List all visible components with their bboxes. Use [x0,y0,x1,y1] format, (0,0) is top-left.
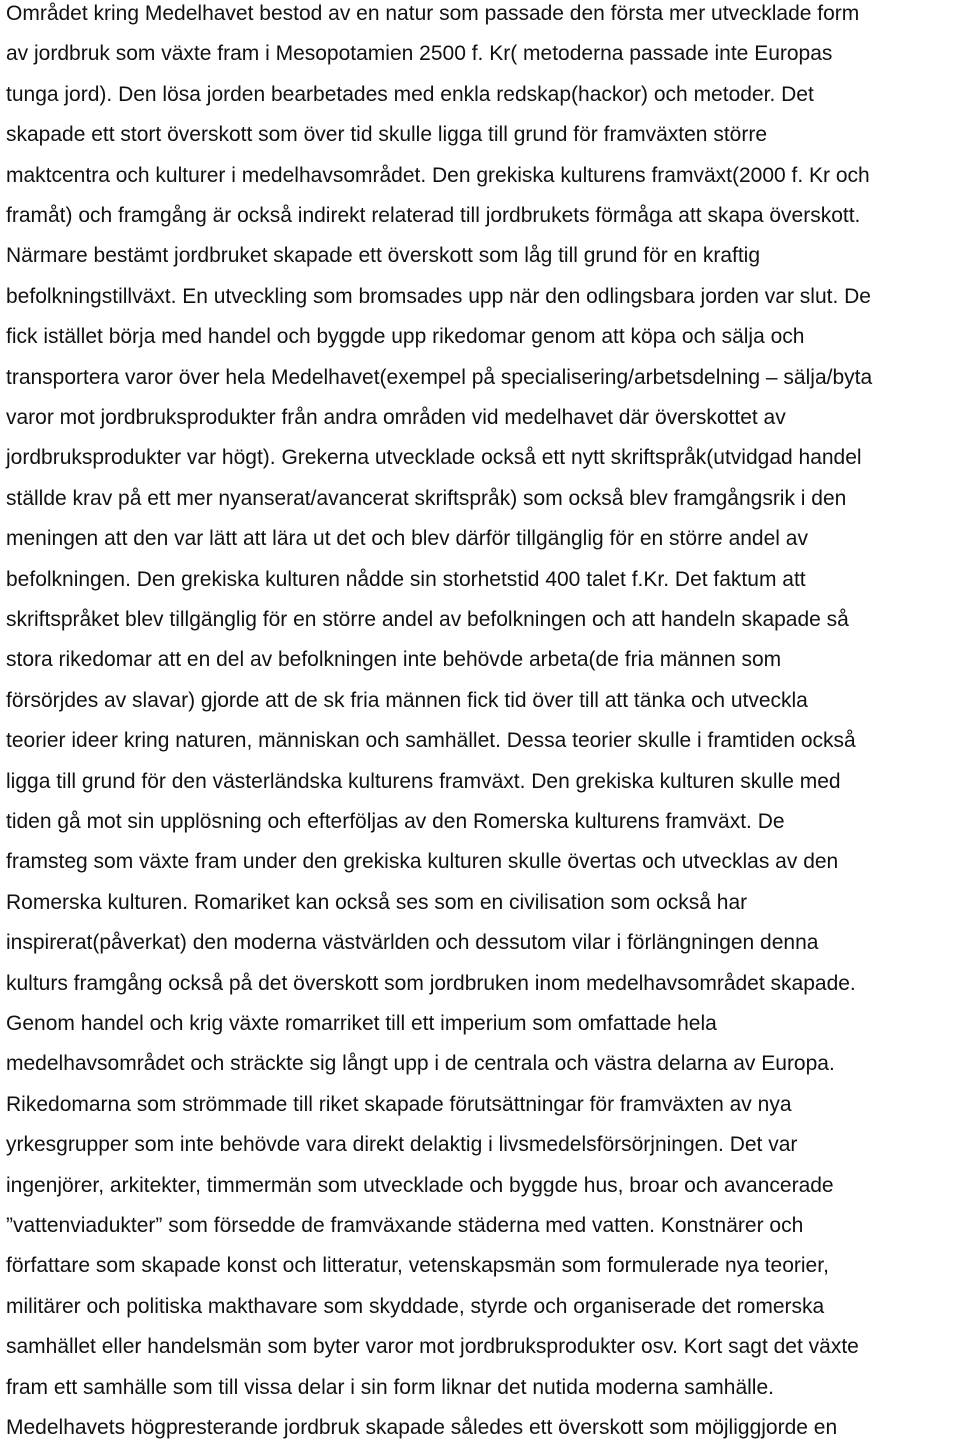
text-line: befolkningstillväxt. En utveckling som bromsades upp när den odlingsbara jorden var slut. De [6,284,871,308]
text-line: tunga jord). Den lösa jorden bearbetades med enkla redskap(hackor) och metoder. Det [6,82,814,106]
text-line: tiden gå mot sin upplösning och efterföljas av den Romerska kulturens framväxt. De [6,810,785,833]
text-line: Medelhavets högpresterande jordbruk skapade således ett överskott som möjliggjorde en [6,1416,838,1439]
text-line: Närmare bestämt jordbruket skapade ett överskott som låg till grund för en kraftig [6,244,761,268]
text-line: inspirerat(påverkat) den moderna västvärlden och dessutom vilar i förlängningen denna [6,931,819,955]
text-line: skriftspråket blev tillgänglig för en större andel av befolkningen och att handeln skapade så [6,608,849,631]
text-line: ingenjörer, arkitekter, timmermän som utvecklade och byggde hus, broar och avancerade [6,1173,834,1197]
text-line: ligga till grund för den västerländska kulturens framväxt. Den grekiska kulturen skulle med [6,769,841,793]
text-line: Området kring Medelhavet bestod av en natur som passade den första mer utvecklade form [6,2,860,25]
text-line: Rikedomarna som strömmade till riket skapade förutsättningar för framväxten av nya [6,1092,792,1116]
text-line: kulturs framgång också på det överskott som jordbruken inom medelhavsområdet skapade. [6,971,856,995]
text-line: transportera varor över hela Medelhavet(exempel på specialisering/arbetsdelning – sälja/byta [6,365,873,389]
text-line: skapade ett stort överskott som över tid skulle ligga till grund för framväxten större [6,123,767,147]
text-line: framsteg som växte fram under den grekiska kulturen skulle övertas och utvecklas av den [6,850,839,874]
text-line: fram ett samhälle som till vissa delar i sin form liknar det nutida moderna samhälle. [6,1375,774,1399]
text-line: teorier ideer kring naturen, människan och samhället. Dessa teorier skulle i framtiden också [6,729,856,753]
text-line: medelhavsområdet och sträckte sig långt upp i de centrala och västra delarna av Europa. [6,1052,835,1076]
text-line: jordbruksprodukter var högt). Grekerna utvecklade också ett nytt skriftspråk(utvidgad handel [6,446,862,470]
text-line: samhället eller handelsmän som byter varor mot jordbruksprodukter osv. Kort sagt det växte [6,1335,859,1359]
text-line: ”vattenviadukter” som försedde de framväxande städerna med vatten. Konstnärer och [6,1214,804,1237]
text-line: stora rikedomar att en del av befolkningen inte behövde arbeta(de fria männen som [6,648,782,672]
text-line: befolkningen. Den grekiska kulturen nådde sin storhetstid 400 talet f.Kr. Det faktum att [6,567,806,591]
text-line: yrkesgrupper som inte behövde vara direkt delaktig i livsmedelsförsörjningen. Det var [6,1133,798,1157]
text-line: framåt) och framgång är också indirekt relaterad till jordbrukets förmåga att skapa överskott. [6,204,861,227]
text-line: försörjdes av slavar) gjorde att de sk fria männen fick tid över till att tänka och utveckla [6,688,808,712]
text-line: av jordbruk som växte fram i Mesopotamien 2500 f. Kr( metoderna passade inte Europas [6,42,833,66]
text-line: fick istället börja med handel och byggde upp rikedomar genom att köpa och sälja och [6,325,805,349]
text-line: meningen att den var lätt att lära ut det och blev därför tillgänglig för en större andel av [6,527,808,551]
text-line: författare som skapade konst och litteratur, vetenskapsmän som formulerade nya teorier, [6,1254,829,1278]
text-line: maktcentra och kulturer i medelhavsområdet. Den grekiska kulturens framväxt(2000 f. Kr och [6,163,870,187]
text-line: Romerska kulturen. Romariket kan också ses som en civilisation som också har [6,890,748,914]
text-line: varor mot jordbruksprodukter från andra områden vid medelhavet där överskottet av [6,406,786,429]
text-line: ställde krav på ett mer nyanserat/avancerat skriftspråk) som också blev framgångsrik i den [6,486,847,510]
text-line: militärer och politiska makthavare som skyddade, styrde och organiserade det romerska [6,1294,825,1318]
text-line: Genom handel och krig växte romarriket till ett imperium som omfattade hela [6,1012,717,1035]
